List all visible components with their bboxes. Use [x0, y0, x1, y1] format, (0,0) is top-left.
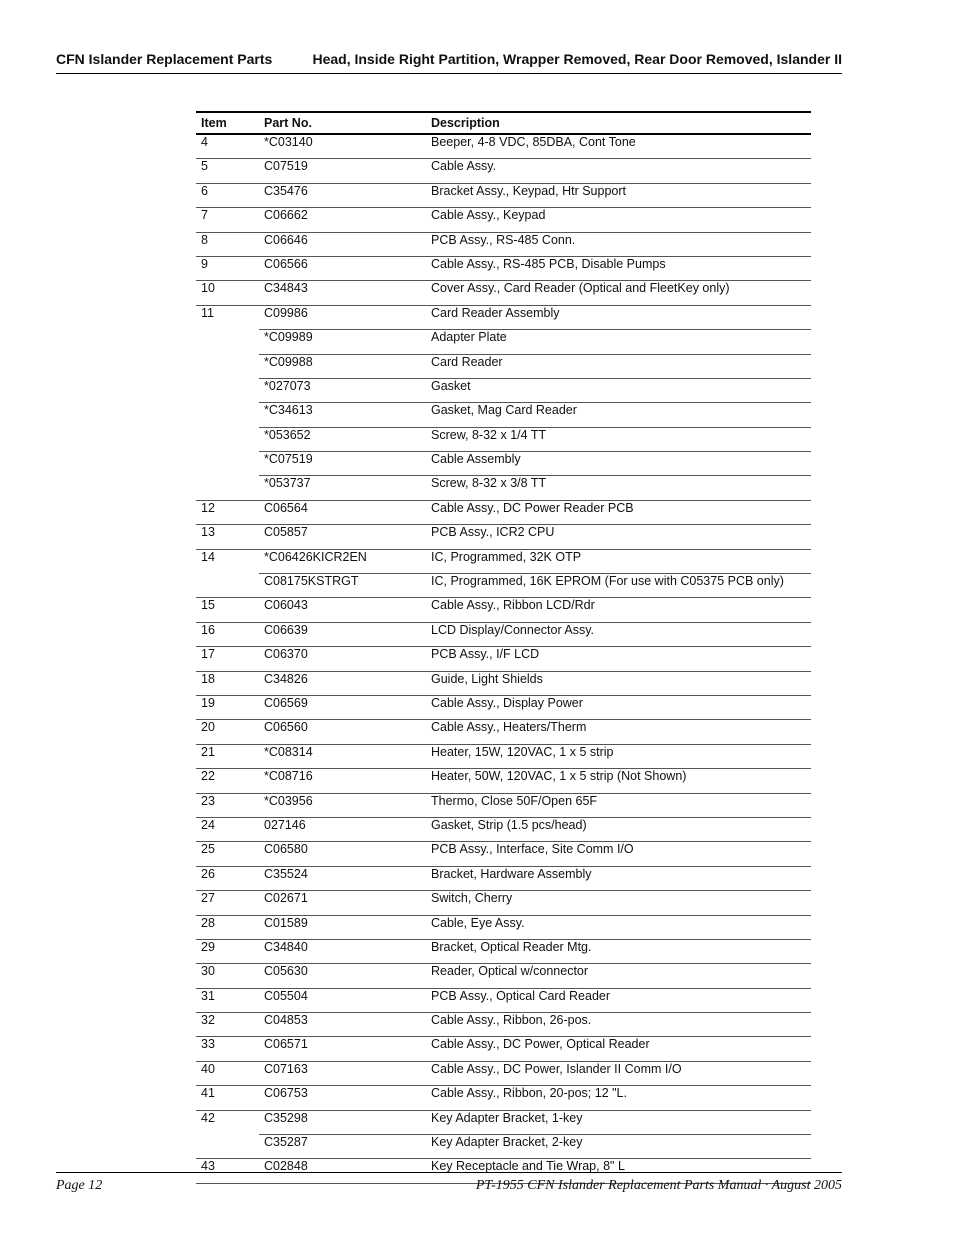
description-cell: PCB Assy., Optical Card Reader	[426, 988, 811, 1012]
table-row	[196, 525, 811, 549]
description-cell: Screw, 8-32 x 3/8 TT	[426, 476, 811, 500]
item-cell	[196, 1135, 259, 1159]
part-number-cell: C01589	[259, 915, 426, 939]
item-cell: 26	[196, 866, 259, 890]
item-cell: 7	[196, 208, 259, 232]
item-cell: 10	[196, 281, 259, 305]
description-cell: Cable Assembly	[426, 452, 811, 476]
item-cell: 33	[196, 1037, 259, 1061]
description-cell: Cable Assy., Ribbon, 26-pos.	[426, 1013, 811, 1037]
item-cell: 8	[196, 232, 259, 256]
table-row	[196, 1110, 811, 1134]
table-row	[196, 378, 811, 402]
item-cell	[196, 452, 259, 476]
description-cell: Cable, Eye Assy.	[426, 915, 811, 939]
description-cell: Heater, 15W, 120VAC, 1 x 5 strip	[426, 744, 811, 768]
description-cell: LCD Display/Connector Assy.	[426, 622, 811, 646]
part-number-cell: C06571	[259, 1037, 426, 1061]
description-cell: Screw, 8-32 x 1/4 TT	[426, 427, 811, 451]
table-row	[196, 769, 811, 793]
item-cell: 18	[196, 671, 259, 695]
description-cell: Key Receptacle and Tie Wrap, 8" L	[426, 1159, 811, 1183]
table-row	[196, 354, 811, 378]
description-cell: Reader, Optical w/connector	[426, 964, 811, 988]
table-row	[196, 1086, 811, 1110]
description-cell: Gasket, Mag Card Reader	[426, 403, 811, 427]
description-cell: Cable Assy., Heaters/Therm	[426, 720, 811, 744]
part-number-cell: C02848	[259, 1159, 426, 1183]
table-row	[196, 793, 811, 817]
part-number-cell: *C06426KICR2EN	[259, 549, 426, 573]
item-cell: 9	[196, 256, 259, 280]
item-cell	[196, 476, 259, 500]
page-header	[56, 51, 842, 74]
item-cell: 20	[196, 720, 259, 744]
item-cell: 11	[201, 305, 214, 320]
description-cell: Bracket, Optical Reader Mtg.	[426, 939, 811, 963]
table-row	[196, 915, 811, 939]
part-number-cell: C35524	[259, 866, 426, 890]
table-row	[196, 866, 811, 890]
item-cell: 40	[196, 1061, 259, 1085]
table-row	[196, 1013, 811, 1037]
table-row	[196, 622, 811, 646]
parts-table	[196, 111, 811, 1184]
part-number-cell: *027073	[259, 378, 426, 402]
column-header-part-no: Part No.	[259, 112, 426, 134]
table-row	[196, 427, 811, 451]
item-cell	[196, 330, 259, 354]
table-row	[196, 256, 811, 280]
item-cell	[196, 403, 259, 427]
item-cell	[196, 378, 259, 402]
part-number-cell: C06646	[259, 232, 426, 256]
part-number-cell: C05630	[259, 964, 426, 988]
table-row	[196, 452, 811, 476]
item-cell: 21	[196, 744, 259, 768]
table-row	[196, 500, 811, 524]
item-cell	[196, 427, 259, 451]
description-cell: Cable Assy., DC Power, Optical Reader	[426, 1037, 811, 1061]
part-number-cell: C05857	[259, 525, 426, 549]
item-cell: 12	[196, 500, 259, 524]
description-cell: Card Reader Assembly	[426, 305, 811, 329]
item-cell	[196, 354, 259, 378]
part-number-cell: C06569	[259, 695, 426, 719]
table-row	[196, 964, 811, 988]
table-row	[196, 208, 811, 232]
item-cell: 29	[196, 939, 259, 963]
table-row	[196, 939, 811, 963]
part-number-cell: C06580	[259, 842, 426, 866]
item-cell: 25	[196, 842, 259, 866]
part-number-cell: C35287	[259, 1135, 426, 1159]
description-cell: Cable Assy.	[426, 159, 811, 183]
part-number-cell: *053652	[259, 427, 426, 451]
item-cell: 24	[196, 817, 259, 841]
table-row	[196, 305, 811, 329]
item-cell: 42	[201, 1110, 215, 1125]
description-cell: Heater, 50W, 120VAC, 1 x 5 strip (Not Shown)	[426, 769, 811, 793]
item-cell: 31	[196, 988, 259, 1012]
description-cell: Switch, Cherry	[426, 891, 811, 915]
table-row	[196, 281, 811, 305]
part-number-cell: *C09988	[259, 354, 426, 378]
part-number-cell: C06566	[259, 256, 426, 280]
description-cell: Cover Assy., Card Reader (Optical and FleetKey only)	[426, 281, 811, 305]
table-row	[196, 988, 811, 1012]
table-row	[196, 720, 811, 744]
part-number-cell: C34843	[259, 281, 426, 305]
item-cell: 4	[196, 134, 259, 159]
table-row	[196, 476, 811, 500]
part-number-cell: *C08716	[259, 769, 426, 793]
column-header-description: Description	[426, 112, 811, 134]
part-number-cell: C34826	[259, 671, 426, 695]
item-cell: 27	[196, 891, 259, 915]
description-cell: Gasket	[426, 378, 811, 402]
item-cell: 43	[196, 1159, 259, 1183]
table-row	[196, 183, 811, 207]
description-cell: Cable Assy., DC Power Reader PCB	[426, 500, 811, 524]
item-cell: 30	[196, 964, 259, 988]
table-row	[196, 695, 811, 719]
part-number-cell: C06639	[259, 622, 426, 646]
item-cell: 23	[196, 793, 259, 817]
description-cell: Gasket, Strip (1.5 pcs/head)	[426, 817, 811, 841]
description-cell: Cable Assy., DC Power, Islander II Comm I/O	[426, 1061, 811, 1085]
part-number-cell: C06560	[259, 720, 426, 744]
item-cell: 13	[196, 525, 259, 549]
header-manual-title: CFN Islander Replacement Parts	[56, 51, 273, 67]
part-number-cell: C07519	[259, 159, 426, 183]
item-cell: 28	[196, 915, 259, 939]
footer-page-number: Page 12	[56, 1178, 103, 1193]
table-row	[196, 1037, 811, 1061]
item-cell: 15	[196, 598, 259, 622]
footer-manual-info: PT-1955 CFN Islander Replacement Parts Manual · August 2005	[475, 1178, 842, 1193]
part-number-cell: C07163	[259, 1061, 426, 1085]
part-number-cell: *053737	[259, 476, 426, 500]
parts-table-body	[196, 134, 811, 1183]
table-row	[196, 574, 811, 598]
part-number-cell: *C09989	[259, 330, 426, 354]
description-cell: PCB Assy., Interface, Site Comm I/O	[426, 842, 811, 866]
item-cell: 41	[196, 1086, 259, 1110]
table-row	[196, 647, 811, 671]
item-cell: 19	[196, 695, 259, 719]
table-row	[196, 232, 811, 256]
table-header-row	[196, 112, 811, 134]
part-number-cell: C02671	[259, 891, 426, 915]
description-cell: Adapter Plate	[426, 330, 811, 354]
item-cell: 6	[196, 183, 259, 207]
header-section-title: Head, Inside Right Partition, Wrapper Removed, Rear Door Removed, Islander II	[312, 51, 842, 67]
description-cell: Key Adapter Bracket, 2-key	[426, 1135, 811, 1159]
description-cell: Cable Assy., Keypad	[426, 208, 811, 232]
table-row	[196, 134, 811, 159]
part-number-cell: C05504	[259, 988, 426, 1012]
table-row	[196, 159, 811, 183]
item-cell: 5	[196, 159, 259, 183]
table-row	[196, 1135, 811, 1159]
description-cell: Bracket Assy., Keypad, Htr Support	[426, 183, 811, 207]
part-number-cell: C06662	[259, 208, 426, 232]
table-row	[196, 1061, 811, 1085]
part-number-cell: *C03956	[259, 793, 426, 817]
part-number-cell: *C03140	[259, 134, 426, 159]
description-cell: Thermo, Close 50F/Open 65F	[426, 793, 811, 817]
description-cell: Key Adapter Bracket, 1-key	[426, 1110, 811, 1134]
page-footer	[56, 1172, 842, 1197]
column-header-item: Item	[196, 112, 259, 134]
description-cell: Bracket, Hardware Assembly	[426, 866, 811, 890]
description-cell: Cable Assy., Ribbon LCD/Rdr	[426, 598, 811, 622]
table-row	[196, 598, 811, 622]
table-row	[196, 403, 811, 427]
item-cell: 16	[196, 622, 259, 646]
part-number-cell: C06564	[259, 500, 426, 524]
part-number-cell: C06370	[259, 647, 426, 671]
item-cell: 22	[196, 769, 259, 793]
description-cell: Guide, Light Shields	[426, 671, 811, 695]
table-row	[196, 671, 811, 695]
table-row	[196, 744, 811, 768]
description-cell: Cable Assy., RS-485 PCB, Disable Pumps	[426, 256, 811, 280]
table-row	[196, 549, 811, 573]
part-number-cell: C06753	[259, 1086, 426, 1110]
item-cell: 32	[196, 1013, 259, 1037]
table-row	[196, 330, 811, 354]
description-cell: PCB Assy., RS-485 Conn.	[426, 232, 811, 256]
table-row	[196, 842, 811, 866]
description-cell: Beeper, 4-8 VDC, 85DBA, Cont Tone	[426, 134, 811, 159]
description-cell: Cable Assy., Ribbon, 20-pos; 12 "L.	[426, 1086, 811, 1110]
part-number-cell: *C34613	[259, 403, 426, 427]
description-cell: Cable Assy., Display Power	[426, 695, 811, 719]
description-cell: PCB Assy., I/F LCD	[426, 647, 811, 671]
part-number-cell: C35476	[259, 183, 426, 207]
item-cell: 14	[201, 549, 215, 564]
part-number-cell: C06043	[259, 598, 426, 622]
part-number-cell: 027146	[259, 817, 426, 841]
item-cell	[196, 574, 259, 598]
table-row	[196, 891, 811, 915]
description-cell: Card Reader	[426, 354, 811, 378]
part-number-cell: C08175KSTRGT	[259, 574, 426, 598]
description-cell: PCB Assy., ICR2 CPU	[426, 525, 811, 549]
item-cell: 17	[196, 647, 259, 671]
part-number-cell: *C08314	[259, 744, 426, 768]
part-number-cell: *C07519	[259, 452, 426, 476]
part-number-cell: C04853	[259, 1013, 426, 1037]
part-number-cell: C34840	[259, 939, 426, 963]
part-number-cell: C09986	[259, 305, 426, 329]
description-cell: IC, Programmed, 32K OTP	[426, 549, 811, 573]
description-cell: IC, Programmed, 16K EPROM (For use with C05375 PCB only)	[426, 574, 811, 598]
part-number-cell: C35298	[259, 1110, 426, 1134]
table-row	[196, 817, 811, 841]
